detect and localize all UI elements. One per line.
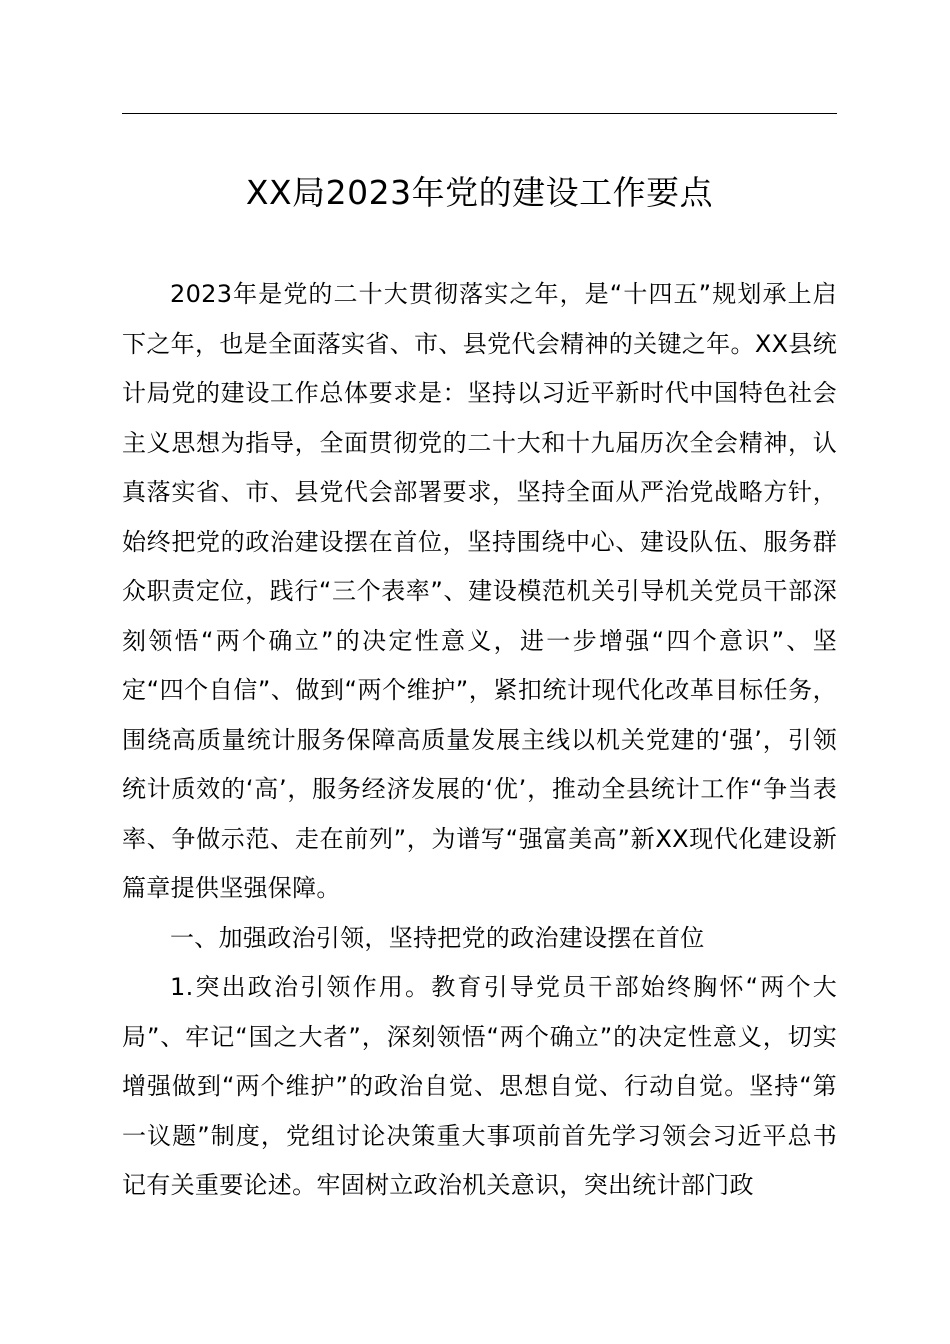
document-body bbox=[122, 270, 837, 1211]
section-heading-1: 一、加强政治引领，坚持把党的政治建设摆在首位 bbox=[170, 923, 705, 952]
intro-paragraph: 2023年是党的二十大贯彻落实之年，是“十四五”规划承上启下之年，也是全面落实省、市、县党代会精神的关键之年。XX县统计局党的建设工作总体要求是：坚持以习近平新时代中国特色社会主义思想为指导，全面贯彻党的二十大和十九届历次全会精神，认真落实省、市、县党代会部署要求，坚持全面从严治党战略方针，始终把党的政治建设摆在首位，坚持围绕中心、建设队伍、服务群众职责定位，践行“三个表率”、建设模范机关引导机关党员干部深刻领悟“两个确立”的决定性意义，进一步增强“四个意识”、坚定“四个自信”、做到“两个维护”，紧扣统计现代化改革目标任务，围绕高质量统计服务保障高质量发展主线以机关党建的‘强’，引领统计质效的‘高’，服务经济发展的‘优’，推动全县统计工作“争当表率、争做示范、走在前列”，为谱写“强富美高”新XX现代化建设新篇章提供坚强保障。 bbox=[122, 280, 837, 902]
item-1-paragraph: 1.突出政治引领作用。教育引导党员干部始终胸怀“两个大局”、牢记“国之大者”，深刻领悟“两个确立”的决定性意义，切实增强做到“两个维护”的政治自觉、思想自觉、行动自觉。坚持“第一议题”制度，党组讨论决策重大事项前首先学习领会习近平总书记有关重要论述。牢固树立政治机关意识，突出统计部门政 bbox=[122, 973, 837, 1199]
document-title: XX局2023年党的建设工作要点 bbox=[245, 173, 714, 212]
header-rule bbox=[122, 113, 837, 114]
